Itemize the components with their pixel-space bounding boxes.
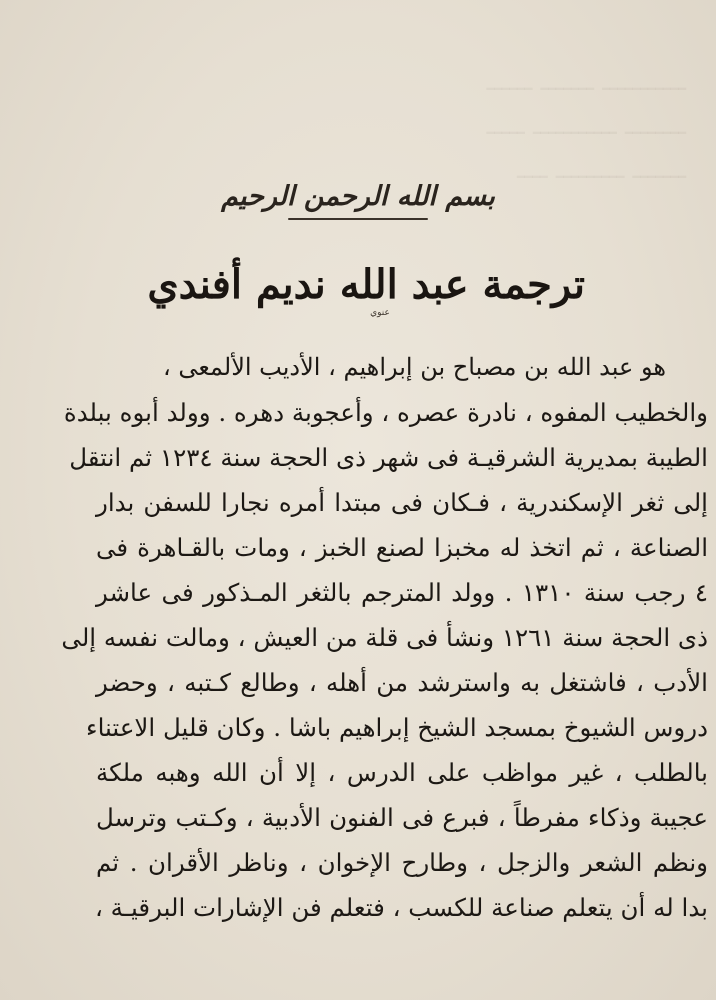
text-line: بدا له أن يتعلم صناعة للكسب ، فتعلم فن الإشارات البرقيـة ، bbox=[94, 893, 708, 922]
text-line: هو عبد الله بن مصباح بن إبراهيم ، الأديب الألمعى ، bbox=[163, 353, 666, 381]
text-line: إلى ثغر الإسكندرية ، فـكان فى مبتدا أمره نجارا للسفن بدار bbox=[96, 488, 708, 517]
text-line: ٤ رجب سنة ١٣١٠ . وولد المترجم بالثغر المـذكور فى عاشر bbox=[96, 578, 708, 607]
text-line: والخطيب المفوه ، نادرة عصره ، وأعجوبة دهره . وولد أبوه ببلدة bbox=[63, 398, 708, 427]
text-line: عجيبة وذكاء مفرطاً ، فبرع فى الفنون الأدبية ، وكـتب وترسل bbox=[96, 803, 708, 832]
biography-text bbox=[61, 345, 708, 930]
text-line: ذى الحجة سنة ١٢٦١ ونشأ فى قلة من العيش ، ومالت نفسه إلى bbox=[61, 623, 708, 652]
basmala-calligraphy: بسم الله الرحمن الرحيم bbox=[221, 180, 495, 212]
show-through-text: ـــــــــــ ـــــــ ــــــ ــــــــ ـــــــــــ ـــــ ـــــــ ـــــــــ ــــ bbox=[486, 67, 686, 185]
text-line: بالطلب ، غير مواظب على الدرس ، إلا أن الله وهبه ملكة bbox=[96, 758, 708, 787]
page-title: ترجمة عبد الله نديم أفندي bbox=[147, 261, 585, 308]
title-annotation: عنوي bbox=[370, 308, 390, 318]
text-line: الطيبة بمديرية الشرقيـة فى شهر ذى الحجة سنة ١٢٣٤ ثم انتقل bbox=[69, 443, 708, 472]
basmala-underline bbox=[288, 218, 428, 220]
text-line: ونظم الشعر والزجل ، وطارح الإخوان ، وناظر الأقران . ثم bbox=[96, 848, 708, 877]
text-line: دروس الشيوخ بمسجد الشيخ إبراهيم باشا . وكان قليل الاعتناء bbox=[86, 713, 708, 742]
text-line: الأدب ، فاشتغل به واسترشد من أهله ، وطالع كـتبه ، وحضر bbox=[96, 668, 708, 697]
basmala-ornament bbox=[221, 168, 495, 230]
text-line: الصناعة ، ثم اتخذ له مخبزا لصنع الخبز ، ومات بالقـاهرة فى bbox=[96, 533, 708, 562]
